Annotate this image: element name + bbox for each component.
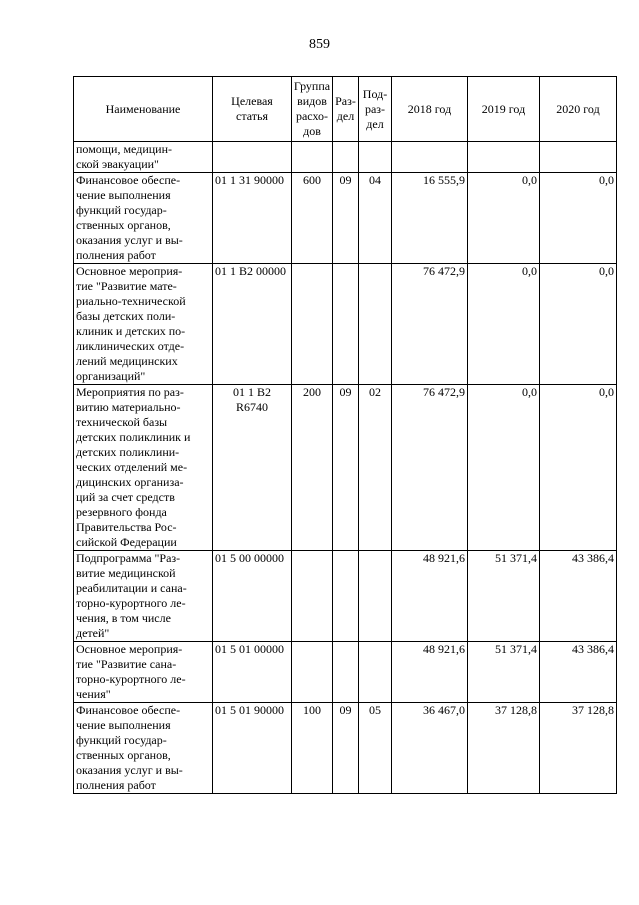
header-2019: 2019 год — [468, 77, 540, 142]
cell-name: помощи, медицин- ской эвакуации" — [74, 142, 213, 173]
cell-group: 200 — [292, 385, 333, 551]
cell-razdel — [333, 551, 359, 642]
cell-code: 01 1 В2 00000 — [213, 264, 292, 385]
header-code: Целевая статья — [213, 77, 292, 142]
cell-2018: 48 921,6 — [392, 551, 468, 642]
cell-2018: 76 472,9 — [392, 264, 468, 385]
cell-2018: 76 472,9 — [392, 385, 468, 551]
cell-name: Финансовое обеспе- чение выполнения функций государ- ственных органов, оказания услуг и вы- полнения работ — [74, 703, 213, 794]
cell-razdel — [333, 642, 359, 703]
cell-podrazdel: 02 — [359, 385, 392, 551]
cell-podrazdel — [359, 642, 392, 703]
cell-razdel: 09 — [333, 385, 359, 551]
cell-2019: 0,0 — [468, 385, 540, 551]
cell-2019 — [468, 142, 540, 173]
header-name: Наименование — [74, 77, 213, 142]
table-row — [74, 173, 617, 264]
cell-group: 100 — [292, 703, 333, 794]
cell-2019: 51 371,4 — [468, 642, 540, 703]
table-row — [74, 642, 617, 703]
cell-name: Мероприятия по раз- витию материально- технической базы детских поликлиник и детских поликлини- ческих отделений ме- дицинских организа- ций за счет средств резервного фонда Правительства Рос- сийской Федерации — [74, 385, 213, 551]
cell-2020: 0,0 — [540, 173, 617, 264]
cell-2020: 37 128,8 — [540, 703, 617, 794]
cell-2019: 37 128,8 — [468, 703, 540, 794]
header-2020: 2020 год — [540, 77, 617, 142]
cell-podrazdel — [359, 142, 392, 173]
cell-group — [292, 551, 333, 642]
table-body — [74, 142, 617, 794]
table-row — [74, 142, 617, 173]
cell-code: 01 1 В2 R6740 — [213, 385, 292, 551]
table-header-row — [74, 77, 617, 142]
cell-code — [213, 142, 292, 173]
cell-group — [292, 642, 333, 703]
cell-code: 01 1 31 90000 — [213, 173, 292, 264]
cell-2018: 48 921,6 — [392, 642, 468, 703]
cell-group — [292, 264, 333, 385]
cell-code: 01 5 01 90000 — [213, 703, 292, 794]
cell-2020: 43 386,4 — [540, 642, 617, 703]
cell-group: 600 — [292, 173, 333, 264]
cell-razdel — [333, 142, 359, 173]
table-row — [74, 551, 617, 642]
cell-razdel: 09 — [333, 703, 359, 794]
header-podrazdel: Под- раз- дел — [359, 77, 392, 142]
cell-name: Финансовое обеспе- чение выполнения функций государ- ственных органов, оказания услуг и вы- полнения работ — [74, 173, 213, 264]
cell-2020 — [540, 142, 617, 173]
cell-name: Основное мероприя- тие "Развитие сана- торно-курортного ле- чения" — [74, 642, 213, 703]
cell-2018: 16 555,9 — [392, 173, 468, 264]
cell-code: 01 5 01 00000 — [213, 642, 292, 703]
header-razdel: Раз- дел — [333, 77, 359, 142]
header-group: Группа видов расхо- дов — [292, 77, 333, 142]
page-number: 859 — [309, 37, 330, 52]
cell-2018 — [392, 142, 468, 173]
header-2018: 2018 год — [392, 77, 468, 142]
cell-code: 01 5 00 00000 — [213, 551, 292, 642]
cell-group — [292, 142, 333, 173]
cell-2020: 43 386,4 — [540, 551, 617, 642]
cell-podrazdel: 04 — [359, 173, 392, 264]
cell-razdel — [333, 264, 359, 385]
cell-name: Подпрограмма "Раз- витие медицинской реабилитации и сана- торно-курортного ле- чения, в том числе детей" — [74, 551, 213, 642]
budget-table — [73, 76, 617, 794]
cell-2019: 51 371,4 — [468, 551, 540, 642]
table-row — [74, 703, 617, 794]
cell-podrazdel — [359, 264, 392, 385]
cell-2019: 0,0 — [468, 264, 540, 385]
cell-2019: 0,0 — [468, 173, 540, 264]
cell-2020: 0,0 — [540, 385, 617, 551]
cell-2018: 36 467,0 — [392, 703, 468, 794]
cell-podrazdel: 05 — [359, 703, 392, 794]
cell-razdel: 09 — [333, 173, 359, 264]
table-row — [74, 385, 617, 551]
cell-podrazdel — [359, 551, 392, 642]
cell-2020: 0,0 — [540, 264, 617, 385]
cell-name: Основное мероприя- тие "Развитие мате- риально-технической базы детских поли- клиник и детских по- ликлинических отде- лений медицинских организаций" — [74, 264, 213, 385]
table-row — [74, 264, 617, 385]
